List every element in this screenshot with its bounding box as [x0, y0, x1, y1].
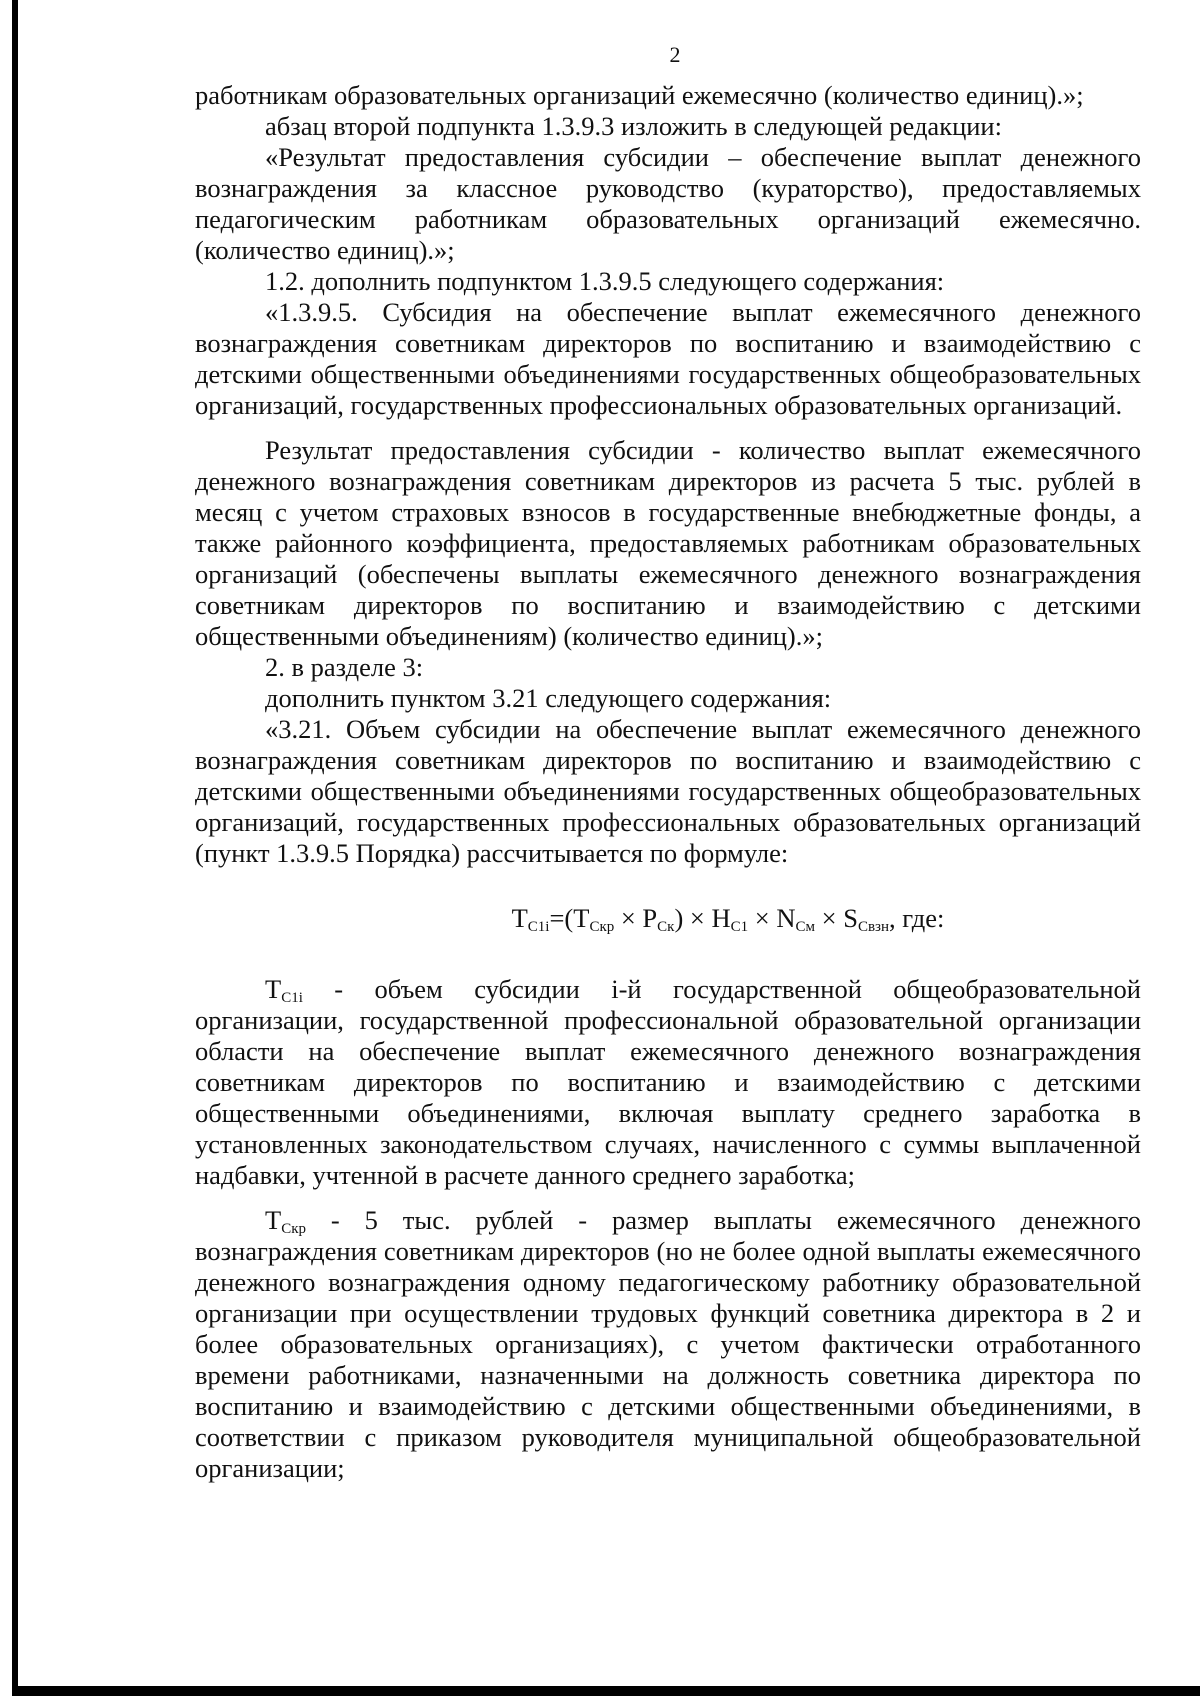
formula-part: × S [815, 903, 858, 933]
scan-left-border [12, 0, 18, 1696]
term-text: - объем субсидии i-й государственной общеобразовательной организации, государственной профессиональной образовательной организации области на обеспечение выплат ежемесячного денежного вознаграждения советникам директоров по воспитанию и взаимодействию с детскими общественными объединениями, включая выплату среднего заработка в установленных законодательством случаях, начисленного с суммы выплаченной надбавки, учтенной в расчете данного среднего заработка; [195, 974, 1141, 1190]
formula-tail: , где: [888, 903, 945, 933]
formula [195, 903, 1141, 934]
term-symbol: T [265, 974, 282, 1004]
paragraph: Результат предоставления субсидии - количество выплат ежемесячного денежного вознаграждения советникам директоров из расчета 5 тыс. рублей в месяц с учетом страховых взносов в государственные внебюджетные фонды, а также районного коэффициента, предоставляемых работникам образовательных организаций (обеспечены выплаты ежемесячного денежного вознаграждения советникам директоров по воспитанию и взаимодействию с детскими общественными объединениям) (количество единиц).»; [195, 435, 1141, 651]
term-symbol-sub: Скр [281, 1221, 306, 1237]
paragraph: «1.3.9.5. Субсидия на обеспечение выплат ежемесячного денежного вознаграждения советникам директоров по воспитанию и взаимодействию с детскими общественными объединениями государственных общеобразовательных организаций, государственных профессиональных образовательных организаций. [195, 297, 1141, 420]
scan-bottom-border [12, 1686, 1200, 1696]
paragraph: 2. в разделе 3: [265, 652, 424, 682]
formula-lhs-sub: C1i [527, 919, 550, 935]
paragraph: 1.2. дополнить подпунктом 1.3.9.5 следующего содержания: [265, 266, 945, 296]
paragraph: абзац второй подпункта 1.3.9.3 изложить в следующей редакции: [265, 111, 1002, 141]
term-symbol: T [265, 1205, 282, 1235]
formula-part: × P [614, 903, 658, 933]
term-definition [195, 1205, 1141, 1484]
term-definition [195, 974, 1141, 1191]
formula-lhs: T [511, 903, 528, 933]
formula-sub: C1 [730, 919, 749, 935]
term-symbol-sub: C1i [281, 990, 303, 1006]
paragraph: «3.21. Объем субсидии на обеспечение выплат ежемесячного денежного вознаграждения советникам директоров по воспитанию и взаимодействию с детскими общественными объединениями государственных общеобразовательных организаций, государственных профессиональных образовательных организаций (пункт 1.3.9.5 Порядка) рассчитывается по формуле: [195, 714, 1141, 868]
page-number: 2 [669, 42, 681, 67]
paragraph: «Результат предоставления субсидии – обеспечение выплат денежного вознаграждения за классное руководство (кураторство), предоставляемых педагогическим работникам образовательных организаций ежемесячно. (количество единиц).»; [195, 142, 1141, 265]
formula-sub: Свзн [857, 919, 889, 935]
document-body [195, 80, 1141, 1484]
formula-part: ) × H [674, 903, 731, 933]
term-text: - 5 тыс. рублей - размер выплаты ежемесячного денежного вознаграждения советникам директоров (но не более одной выплаты ежемесячного денежного вознаграждения одному педагогическому работнику образовательной организации при осуществлении трудовых функций советника директора в 2 и более образовательных организациях), с учетом фактически отработанного времени работниками, назначенными на должность советника директора по воспитанию и взаимодействию с детскими общественными объединениями, в соответствии с приказом руководителя муниципальной общеобразовательной организации; [195, 1205, 1141, 1483]
formula-sub: Скр [589, 919, 615, 935]
formula-sub: См [795, 919, 815, 935]
paragraph: работникам образовательных организаций ежемесячно (количество единиц).»; [195, 80, 1084, 110]
formula-part: =(T [549, 903, 590, 933]
formula-part: × N [748, 903, 796, 933]
formula-sub: Ск [657, 919, 675, 935]
paragraph: дополнить пунктом 3.21 следующего содержания: [265, 683, 832, 713]
